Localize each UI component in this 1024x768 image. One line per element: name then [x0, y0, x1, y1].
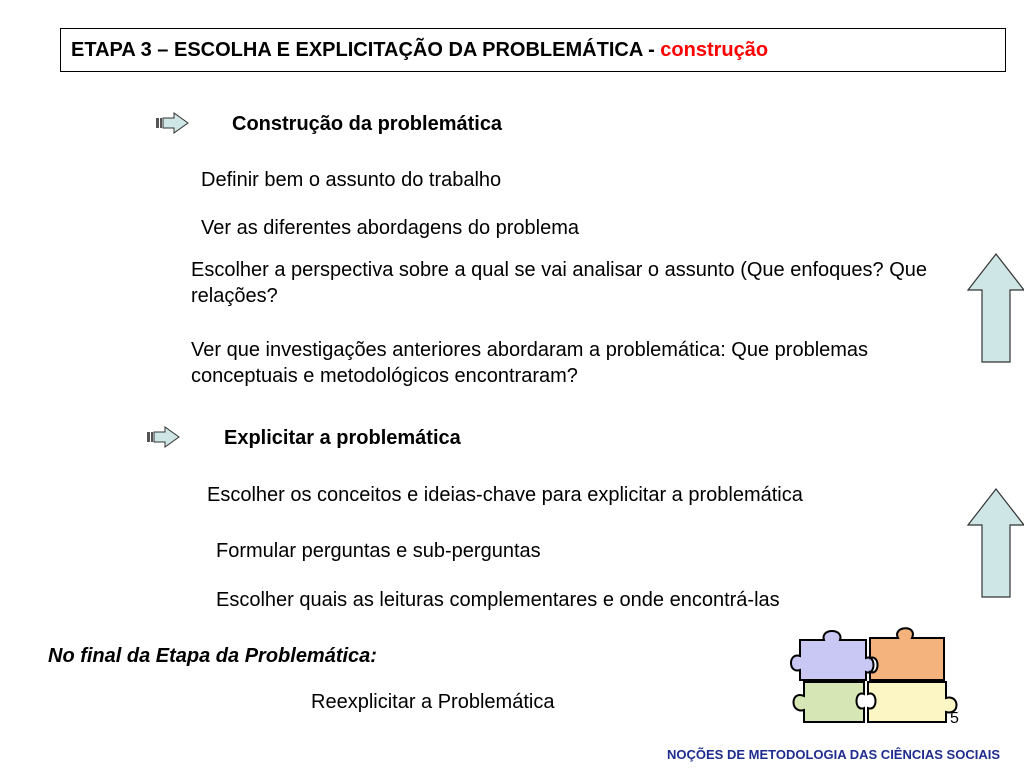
right-arrow-icon	[145, 425, 181, 449]
final-text: Reexplicitar a Problemática	[311, 691, 555, 713]
title-accent: construção	[660, 39, 769, 61]
section1-item-3: Escolher a perspectiva sobre a qual se vai analisar o assunto (Que enfoques? Que relações?	[191, 259, 927, 307]
section2-item-1: Escolher os conceitos e ideias-chave para explicitar a problemática	[207, 484, 803, 506]
right-arrow-icon	[154, 111, 190, 135]
section2-heading: Explicitar a problemática	[224, 427, 461, 449]
section1-item-4: Ver que investigações anteriores abordaram a problemática: Que problemas conceptuais e metodológicos encontraram?	[191, 339, 869, 387]
section1-item-1: Definir bem o assunto do trabalho	[201, 169, 502, 191]
up-arrow-icon	[966, 487, 1024, 599]
puzzle-pieces-icon	[772, 618, 978, 730]
title-main: ETAPA 3 – ESCOLHA E EXPLICITAÇÃO DA PROBLEMÁTICA -	[71, 39, 661, 61]
section1-item-2: Ver as diferentes abordagens do problema	[201, 217, 580, 239]
page-number: 5	[950, 710, 959, 727]
section1-heading: Construção da problemática	[232, 113, 503, 135]
up-arrow-icon	[966, 252, 1024, 364]
section2-item-2: Formular perguntas e sub-perguntas	[216, 540, 541, 562]
section2-item-3: Escolher quais as leituras complementares e onde encontrá-las	[216, 589, 780, 611]
final-label: No final da Etapa da Problemática:	[48, 645, 377, 667]
footer-text: NOÇÕES DE METODOLOGIA DAS CIÊNCIAS SOCIAIS	[667, 747, 1000, 762]
slide-title	[60, 28, 1006, 72]
